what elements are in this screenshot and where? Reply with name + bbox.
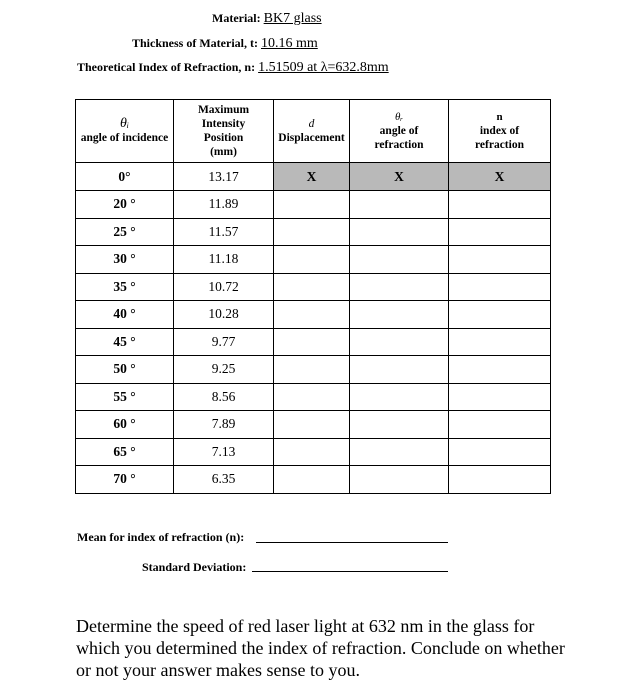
header-index-refraction	[449, 100, 551, 163]
angle-cell: 50 °	[76, 356, 174, 384]
theoretical-index-line	[77, 60, 389, 76]
table-row	[76, 383, 551, 411]
position-cell: 13.17	[174, 163, 274, 191]
index-cell[interactable]	[449, 218, 551, 246]
refraction-angle-cell[interactable]	[350, 438, 449, 466]
theoretical-index-label: Theoretical Index of Refraction, n:	[77, 60, 256, 74]
angle-cell: 55 °	[76, 383, 174, 411]
header-max-intensity	[174, 100, 274, 163]
displacement-cell[interactable]	[274, 438, 350, 466]
index-cell[interactable]	[449, 273, 551, 301]
table-row	[76, 466, 551, 494]
material-label: Material:	[212, 11, 261, 25]
theta-i-symbol: θᵢ	[119, 116, 130, 131]
angle-cell: 0°	[76, 163, 174, 191]
mean-index-label: Mean for index of refraction (n):	[77, 530, 245, 544]
table-row	[76, 273, 551, 301]
header-max-line1: Maximum	[197, 104, 250, 116]
index-cell[interactable]	[449, 356, 551, 384]
displacement-cell[interactable]	[274, 383, 350, 411]
refraction-angle-cell[interactable]	[350, 301, 449, 329]
index-cell[interactable]	[449, 438, 551, 466]
thickness-value: 10.16 mm	[260, 36, 318, 51]
angle-cell: 65 °	[76, 438, 174, 466]
position-cell: 11.18	[174, 246, 274, 274]
question-text: Determine the speed of red laser light at 632 nm in the glass for which you determined the index of refraction. Conclude on whether or not your answer makes sense to you.	[76, 616, 565, 680]
refraction-angle-cell[interactable]	[350, 411, 449, 439]
refraction-angle-cell[interactable]	[350, 466, 449, 494]
header-refraction-line2: refraction	[374, 139, 424, 151]
refraction-angle-cell[interactable]	[350, 273, 449, 301]
refraction-angle-cell[interactable]	[350, 246, 449, 274]
table-row	[76, 438, 551, 466]
table-header-row	[76, 100, 551, 163]
displacement-cell[interactable]	[274, 246, 350, 274]
header-max-line4: (mm)	[210, 146, 237, 158]
angle-cell: 45 °	[76, 328, 174, 356]
angle-cell: 60 °	[76, 411, 174, 439]
thickness-label: Thickness of Material, t:	[132, 36, 258, 50]
index-cell[interactable]	[449, 301, 551, 329]
header-displacement	[274, 100, 350, 163]
table-row	[76, 328, 551, 356]
header-max-line2: Intensity	[201, 118, 246, 130]
std-dev-blank[interactable]	[252, 571, 448, 572]
refraction-angle-cell-x: X	[350, 163, 449, 191]
position-cell: 11.89	[174, 191, 274, 219]
refraction-angle-cell[interactable]	[350, 356, 449, 384]
displacement-cell[interactable]	[274, 466, 350, 494]
displacement-cell-x: X	[274, 163, 350, 191]
refraction-angle-cell[interactable]	[350, 191, 449, 219]
position-cell: 7.89	[174, 411, 274, 439]
header-angle-refraction	[350, 100, 449, 163]
table-row	[76, 356, 551, 384]
theta-r-symbol: θᵣ	[394, 111, 404, 123]
angle-cell: 30 °	[76, 246, 174, 274]
index-cell[interactable]	[449, 383, 551, 411]
table-row	[76, 218, 551, 246]
angle-cell: 40 °	[76, 301, 174, 329]
header-max-line3: Position	[203, 132, 244, 144]
displacement-cell[interactable]	[274, 191, 350, 219]
displacement-cell[interactable]	[274, 273, 350, 301]
mean-index-blank[interactable]	[256, 542, 448, 543]
displacement-cell[interactable]	[274, 218, 350, 246]
table-row	[76, 191, 551, 219]
position-cell: 10.72	[174, 273, 274, 301]
thickness-line	[132, 36, 318, 52]
header-displacement-label: Displacement	[278, 132, 345, 144]
table-row	[76, 411, 551, 439]
position-cell: 9.25	[174, 356, 274, 384]
index-cell[interactable]	[449, 411, 551, 439]
d-symbol: d	[308, 118, 315, 130]
position-cell: 7.13	[174, 438, 274, 466]
position-cell: 8.56	[174, 383, 274, 411]
position-cell: 6.35	[174, 466, 274, 494]
displacement-cell[interactable]	[274, 411, 350, 439]
displacement-cell[interactable]	[274, 328, 350, 356]
table-row	[76, 246, 551, 274]
angle-cell: 20 °	[76, 191, 174, 219]
theoretical-index-value: 1.51509 at λ=632.8mm	[258, 60, 389, 75]
table-row	[76, 163, 551, 191]
refraction-angle-cell[interactable]	[350, 218, 449, 246]
displacement-cell[interactable]	[274, 356, 350, 384]
material-line	[212, 11, 322, 27]
position-cell: 10.28	[174, 301, 274, 329]
material-value: BK7 glass	[263, 11, 322, 26]
header-index-line2: refraction	[475, 139, 524, 151]
header-index-line1: index of	[479, 125, 520, 137]
refraction-angle-cell[interactable]	[350, 383, 449, 411]
index-cell[interactable]	[449, 191, 551, 219]
angle-cell: 70 °	[76, 466, 174, 494]
header-angle-incidence-label: angle of incidence	[80, 132, 169, 144]
n-symbol: n	[496, 111, 503, 123]
index-cell[interactable]	[449, 246, 551, 274]
angle-cell: 25 °	[76, 218, 174, 246]
position-cell: 9.77	[174, 328, 274, 356]
position-cell: 11.57	[174, 218, 274, 246]
header-refraction-line1: angle of	[379, 125, 419, 137]
index-cell-x: X	[449, 163, 551, 191]
displacement-cell[interactable]	[274, 301, 350, 329]
table-row	[76, 301, 551, 329]
index-cell[interactable]	[449, 328, 551, 356]
index-cell[interactable]	[449, 466, 551, 494]
angle-cell: 35 °	[76, 273, 174, 301]
data-table	[75, 99, 551, 494]
std-dev-label: Standard Deviation:	[142, 560, 247, 574]
refraction-angle-cell[interactable]	[350, 328, 449, 356]
header-angle-incidence	[76, 100, 174, 163]
